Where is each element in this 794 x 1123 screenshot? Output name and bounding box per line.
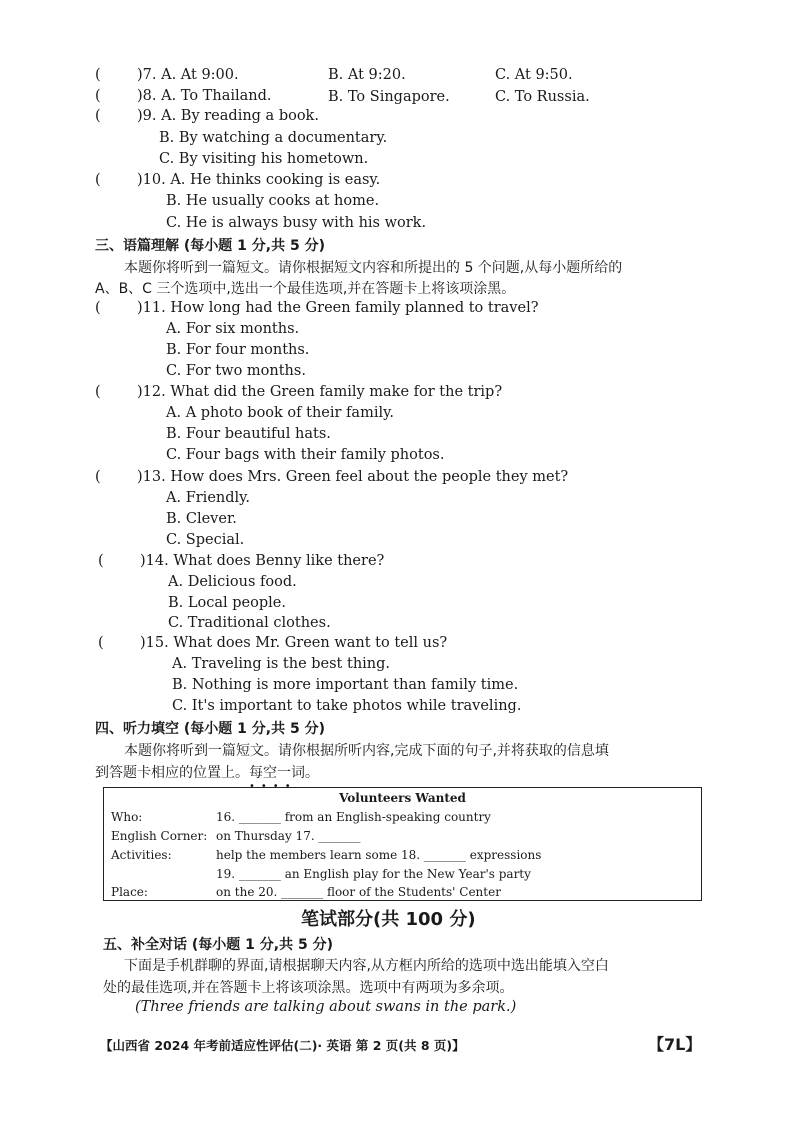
q15-option-c: C. It's important to take photos while traveling.: [172, 698, 522, 714]
answer-bracket: (: [95, 67, 101, 83]
q7-option-b: B. At 9:20.: [328, 67, 406, 83]
row-label-english-corner: English Corner:: [111, 829, 208, 843]
emphasis-dots: ••••: [249, 781, 297, 792]
option-a: A. To Thailand.: [161, 88, 272, 104]
section-3-intro-line-2: A、B、C 三个选项中,选出一个最佳选项,并在答题卡上将该项涂黑。: [95, 281, 516, 297]
q8-option-b: B. To Singapore.: [328, 89, 450, 105]
row-value-english-corner: on Thursday 17. _______: [216, 829, 361, 843]
q11-option-b: B. For four months.: [166, 342, 310, 358]
question-number: )11.: [137, 300, 166, 316]
q14-option-b: B. Local people.: [168, 595, 286, 611]
q13-option-b: B. Clever.: [166, 511, 237, 527]
answer-bracket: (: [95, 88, 101, 104]
question-text: What did the Green family make for the trip?: [170, 384, 503, 400]
question-number: )13.: [137, 469, 166, 485]
volunteers-wanted-box: [103, 787, 702, 901]
question-7: [95, 66, 239, 84]
answer-bracket: (: [95, 108, 101, 124]
q10-option-c: C. He is always busy with his work.: [166, 215, 427, 231]
q14-option-c: C. Traditional clothes.: [168, 615, 331, 631]
section-5-intro-line-1: 下面是手机群聊的界面,请根据聊天内容,从方框内所给的选项中选出能填入空白: [124, 958, 609, 974]
section-5-note: (Three friends are talking about swans in the park.): [135, 999, 517, 1015]
option-a: A. By reading a book.: [161, 108, 319, 124]
q8-option-c: C. To Russia.: [495, 89, 590, 105]
section-4-intro-line-1: 本题你将听到一篇短文。请你根据所听内容,完成下面的句子,并将获取的信息填: [124, 743, 609, 759]
question-number: )15.: [140, 635, 169, 651]
q11-option-c: C. For two months.: [166, 363, 306, 379]
q11-option-a: A. For six months.: [166, 321, 300, 337]
row-value-activities: help the members learn some 18. _______ expressions: [216, 848, 542, 862]
question-number: )9.: [137, 108, 157, 124]
option-a: A. At 9:00.: [161, 67, 239, 83]
question-15: [98, 634, 447, 652]
question-10: [95, 171, 380, 189]
q13-option-a: A. Friendly.: [166, 490, 251, 506]
q9-option-b: B. By watching a documentary.: [159, 130, 388, 146]
answer-bracket: (: [98, 635, 104, 651]
section-5-intro-line-2: 处的最佳选项,并在答题卡上将该项涂黑。选项中有两项为多余项。: [103, 980, 514, 996]
question-number: )14.: [140, 553, 169, 569]
q15-option-a: A. Traveling is the best thing.: [172, 656, 391, 672]
page-footer: 【山西省 2024 年考前适应性评估(二)· 英语 第 2 页(共 8 页)】: [100, 1038, 465, 1053]
section-3-intro-line-1: 本题你将听到一篇短文。请你根据短文内容和所提出的 5 个问题,从每小题所给的: [124, 260, 623, 276]
row-label-place: Place:: [111, 885, 148, 899]
question-number: )7.: [137, 67, 157, 83]
question-13: [95, 468, 568, 486]
answer-bracket: (: [95, 300, 101, 316]
row-value-place: on the 20. _______ floor of the Students' Center: [216, 885, 501, 899]
q12-option-b: B. Four beautiful hats.: [166, 426, 331, 442]
q9-option-c: C. By visiting his hometown.: [159, 151, 369, 167]
written-part-title: 笔试部分(共 100 分): [301, 909, 476, 930]
answer-bracket: (: [95, 384, 101, 400]
question-8: [95, 87, 272, 105]
option-a: A. He thinks cooking is easy.: [170, 172, 381, 188]
q14-option-a: A. Delicious food.: [168, 574, 297, 590]
section-4-intro-line-2: [95, 762, 319, 792]
section-5-title: 五、补全对话 (每小题 1 分,共 5 分): [103, 937, 333, 953]
row-value-activities-2: 19. _______ an English play for the New Year's party: [216, 867, 531, 881]
question-text: What does Mr. Green want to tell us?: [173, 635, 448, 651]
question-text: How does Mrs. Green feel about the people they met?: [170, 469, 569, 485]
q12-option-a: A. A photo book of their family.: [166, 405, 394, 421]
question-text: What does Benny like there?: [173, 553, 385, 569]
q10-option-b: B. He usually cooks at home.: [166, 193, 380, 209]
q7-option-c: C. At 9:50.: [495, 67, 573, 83]
q13-option-c: C. Special.: [166, 532, 245, 548]
table-title: Volunteers Wanted: [339, 791, 466, 805]
intro-end: 。: [305, 765, 319, 781]
section-4-title: 四、听力填空 (每小题 1 分,共 5 分): [95, 721, 325, 737]
q12-option-c: C. Four bags with their family photos.: [166, 447, 445, 463]
question-11: [95, 299, 538, 317]
q15-option-b: B. Nothing is more important than family time.: [172, 677, 519, 693]
row-label-who: Who:: [111, 810, 143, 824]
answer-bracket: (: [98, 553, 104, 569]
answer-bracket: (: [95, 172, 101, 188]
question-9: [95, 107, 319, 125]
version-badge: 【7L】: [648, 1035, 702, 1054]
row-value-who: 16. _______ from an English-speaking country: [216, 810, 491, 824]
emphasized-text: 每空一词 ••••: [249, 765, 305, 792]
question-number: )12.: [137, 384, 166, 400]
question-number: )10.: [137, 172, 166, 188]
question-number: )8.: [137, 88, 157, 104]
question-14: [98, 552, 384, 570]
intro-text: 到答题卡相应的位置上。: [95, 765, 249, 781]
question-12: [95, 383, 502, 401]
section-3-title: 三、语篇理解 (每小题 1 分,共 5 分): [95, 238, 325, 254]
question-text: How long had the Green family planned to travel?: [170, 300, 539, 316]
answer-bracket: (: [95, 469, 101, 485]
row-label-activities: Activities:: [111, 848, 172, 862]
